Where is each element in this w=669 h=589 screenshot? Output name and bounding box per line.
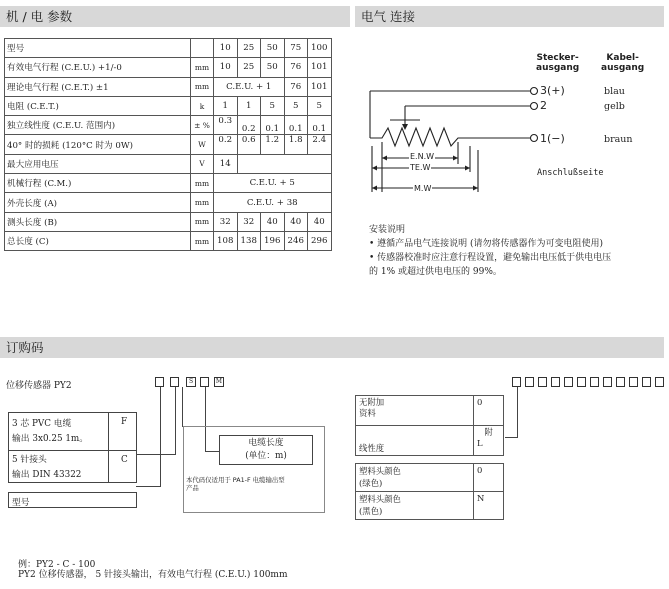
pin-3-terminal bbox=[531, 88, 538, 95]
cable-note-frame bbox=[183, 426, 325, 513]
pin-2-terminal bbox=[531, 103, 538, 110]
row-name: 有效电气行程 (C.E.U.) +1/-0 bbox=[5, 58, 191, 77]
row-name: 总长度 (C) bbox=[5, 231, 191, 250]
table-row: 最大应用电压 V 14 bbox=[5, 154, 332, 173]
row-name: 机械行程 (C.M.) bbox=[5, 174, 191, 193]
row-name: 型号 bbox=[5, 39, 191, 58]
table-row: 型号 10 25 50 75 100 bbox=[5, 39, 332, 58]
install-line-2: • 传感器校准时应注意行程设置，避免输出电压低于供电电压 bbox=[369, 253, 612, 263]
anschluss-label: Anschlußseite bbox=[537, 168, 604, 178]
opt1-label: 3 芯 PVC 电缆 输出 3x0.25 1m。 bbox=[12, 419, 89, 444]
pin-3-label: 3(+) bbox=[540, 84, 565, 97]
code-box-m: M bbox=[215, 378, 223, 385]
example: 例：PY2 - C - 100 PY2 位移传感器， 5 针接头输出，有效电气行程 (C.E.U.) 100mm bbox=[18, 560, 288, 580]
product-label: 位移传感器 PY2 bbox=[6, 381, 72, 391]
row-name: 外壳长度 (A) bbox=[5, 193, 191, 212]
connection-section-title: 电气 连接 bbox=[355, 6, 664, 27]
table-row bbox=[356, 456, 504, 464]
pin-3-color: blau bbox=[604, 86, 625, 97]
pin-1-label: 1(−) bbox=[540, 132, 565, 145]
dim-mw: M.W bbox=[414, 184, 432, 193]
code-box-3 bbox=[200, 377, 209, 387]
params-table bbox=[4, 38, 332, 251]
pin-2-label: 2 bbox=[540, 99, 547, 112]
install-title: 安装说明 bbox=[369, 225, 406, 235]
code-box-1 bbox=[155, 377, 164, 387]
table-row: 塑料头颜色 (黑色) N bbox=[356, 492, 504, 520]
order-section-title: 订购码 bbox=[0, 337, 664, 358]
cable-note: 本代码仅适用于 PA1-F 电缆输出型 产品 bbox=[186, 476, 285, 492]
row-name: 独立线性度 (C.E.U. 范围内) bbox=[5, 116, 191, 135]
pin-1-color: braun bbox=[604, 134, 633, 145]
row-name: 40° 时的损耗 (120°C 时为 0W) bbox=[5, 135, 191, 154]
table-row: 外壳长度 (A) mm C.E.U. + 38 bbox=[5, 193, 332, 212]
kabel-header: Kabel- ausgang bbox=[601, 53, 645, 73]
opt1-code: F bbox=[121, 417, 128, 427]
wiring-diagram-svg bbox=[360, 80, 560, 200]
model-label: 型号 bbox=[12, 498, 30, 508]
row-name: 最大应用电压 bbox=[5, 154, 191, 173]
table-row: 测头长度 (B) mm 32 32 40 40 40 bbox=[5, 212, 332, 231]
table-row: 机械行程 (C.M.) mm C.E.U. + 5 bbox=[5, 174, 332, 193]
table-row: 总长度 (C) mm 108 138 196 246 296 bbox=[5, 231, 332, 250]
params-section-title: 机 / 电 参数 bbox=[0, 6, 350, 27]
dim-enw: E.N.W bbox=[410, 152, 435, 161]
table-row: 理论电气行程 (C.E.T.) ±1 mm C.E.U. + 1 76 101 bbox=[5, 77, 332, 96]
table-row: 无附加 资料 0 bbox=[356, 396, 504, 426]
table-row: 线性度 附 L bbox=[356, 426, 504, 456]
cable-length-box: 电缆长度 (单位：m) bbox=[219, 435, 313, 465]
pin-1-terminal bbox=[531, 135, 538, 142]
table-row: 独立线性度 (C.E.U. 范围内) ± % 0.3 0.2 0.1 0.1 0.1 bbox=[5, 116, 332, 135]
code-box-s: S bbox=[186, 377, 196, 387]
dim-tew: TE.W bbox=[410, 163, 431, 172]
code-box-2 bbox=[170, 377, 179, 387]
row-name: 电阻 (C.E.T.) bbox=[5, 96, 191, 115]
pin-2-color: gelb bbox=[604, 101, 625, 112]
resistor bbox=[370, 128, 530, 146]
row-name: 测头长度 (B) bbox=[5, 212, 191, 231]
opt2-code: C bbox=[121, 455, 128, 465]
stecker-header: Stecker- ausgang bbox=[536, 53, 580, 73]
table-row: 40° 时的损耗 (120°C 时为 0W) W 0.2 0.6 1.2 1.8 2.4 bbox=[5, 135, 332, 154]
row-name: 理论电气行程 (C.E.T.) ±1 bbox=[5, 77, 191, 96]
install-line-1: • 遵循产品电气连接说明 (请勿将传感器作为可变电阻使用) bbox=[369, 239, 604, 249]
options-table bbox=[355, 395, 504, 520]
table-row: 电阻 (C.E.T.) k 1 1 5 5 5 bbox=[5, 96, 332, 115]
opt2-label: 5 针接头 输出 DIN 43322 bbox=[12, 455, 82, 480]
table-row: 塑料头颜色 (绿色) 0 bbox=[356, 464, 504, 492]
install-line-3: 的 1% 或超过供电电压的 99%。 bbox=[369, 267, 502, 277]
table-row: 有效电气行程 (C.E.U.) +1/-0 mm 10 25 50 76 101 bbox=[5, 58, 332, 77]
